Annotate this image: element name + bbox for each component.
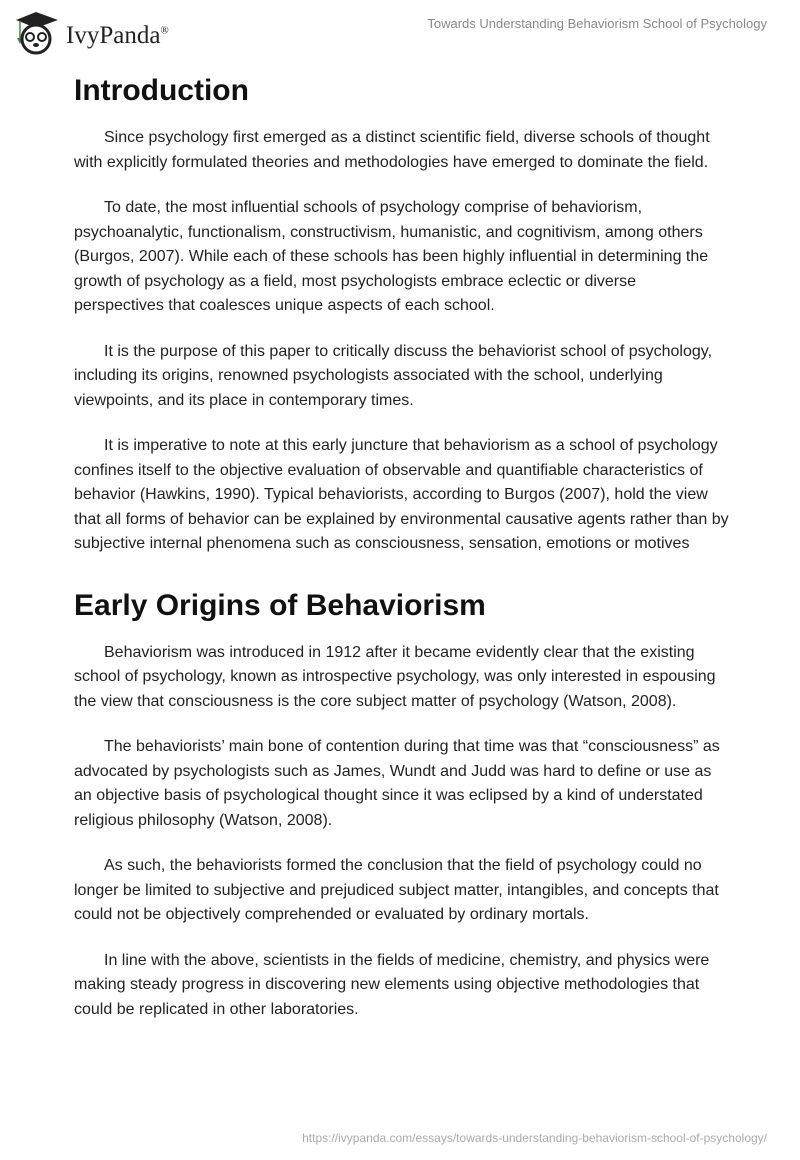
panda-logo-icon — [12, 8, 64, 56]
paragraph: Since psychology first emerged as a distinct scientific field, diverse schools of thought with explicitly formulated theories and methodologies have emerged to dominate the field. — [74, 129, 710, 171]
section-heading: Early Origins of Behaviorism — [74, 588, 486, 622]
document-title: Towards Understanding Behaviorism School of Psychology — [427, 16, 767, 31]
paragraph: Behaviorism was introduced in 1912 after it became evidently clear that the existing school of psychology, known as introspective psychology, was only interested in espousing the view that consciousness is the core subject matter of psychology (Watson, 2008). — [74, 643, 716, 710]
source-url-link[interactable]: https://ivypanda.com/essays/towards-understanding-behaviorism-school-of-psychology/ — [302, 1131, 767, 1145]
section-heading: Introduction — [74, 74, 249, 107]
paragraph: In line with the above, scientists in the fields of medicine, chemistry, and physics were making steady progress in discovering new elements using objective methodologies that could be replicated in other laboratories. — [74, 951, 710, 1018]
paragraph: It is imperative to note at this early juncture that behaviorism as a school of psychology confines itself to the objective evaluation of observable and quantifiable characteristics of behavior (Hawkins, 1990). Typical behaviorists, according to Burgos (2007), hold the view that all forms of behavior can be explained by environmental causative agents rather than by subjective internal phenomena such as consciousness, sensation, emotions or motives — [74, 437, 729, 552]
brand-name: IvyPanda® — [66, 22, 169, 49]
essay-content — [74, 70, 730, 1043]
paragraph: It is the purpose of this paper to critically discuss the behaviorist school of psychology, including its origins, renowned psychologists associated with the school, underlying viewpoints, and its place in contemporary times. — [74, 342, 713, 409]
ivypanda-logo[interactable] — [12, 8, 169, 56]
paragraph: The behaviorists’ main bone of contention during that time was that “consciousness” as advocated by psychologists such as James, Wundt and Judd was hard to define or use as an objective basis of psychological thought since it was eclipsed by a kind of understated religious philosophy (Watson, 2008). — [74, 738, 720, 829]
paragraph: To date, the most influential schools of psychology comprise of behaviorism, psychoanalytic, functionalism, constructivism, humanistic, and cognitivism, among others (Burgos, 2007). While each of these schools has been highly influential in determining the growth of psychology as a field, most psychologists embrace eclectic or diverse perspectives that coalesces unique aspects of each school. — [74, 199, 709, 314]
paragraph: As such, the behaviorists formed the conclusion that the field of psychology could no longer be limited to subjective and prejudiced subject matter, intangibles, and concepts that could not be objectively comprehended or evaluated by ordinary mortals. — [74, 857, 719, 923]
